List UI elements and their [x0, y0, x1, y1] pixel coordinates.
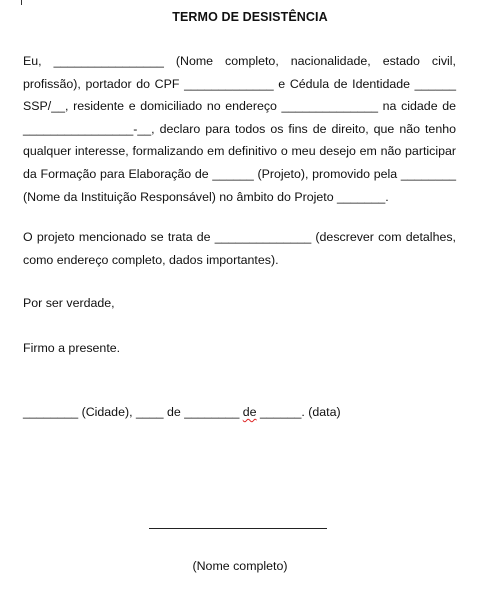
date-line-start: ________ (Cidade), ____ de ________ [23, 405, 243, 419]
declaration-paragraph: Eu, ________________ (Nome completo, nacionalidade, estado civil, profissão), portador do CPF _____________ e Cédula de Identidade ______ SSP/__, residente e domiciliado no endereço ______________ na cidade de ________________-__, declaro para todos os fins de direito, que não tenho qualquer interesse, formalizando em definitivo o meu desejo em não participar da Formação para Elaboração de ______ (Projeto), promovido pela ________ (Nome da Instituição Responsável) no âmbito do Projeto _______. [23, 54, 456, 204]
date-line-end: ______. (data) [256, 405, 341, 419]
date-line [23, 404, 341, 420]
spellcheck-flagged-word: de [242, 405, 257, 419]
signature-caption: (Nome completo) [192, 559, 288, 573]
closing-statement: Por ser verdade, [23, 296, 115, 310]
document-title: TERMO DE DESISTÊNCIA [172, 10, 328, 24]
sign-off: Firmo a presente. [23, 341, 121, 355]
signature-line [149, 528, 327, 529]
project-description-paragraph: O projeto mencionado se trata de ______________ (descrever com detalhes, como endereço completo, dados importantes). [23, 230, 456, 267]
text-cursor [21, 0, 22, 5]
